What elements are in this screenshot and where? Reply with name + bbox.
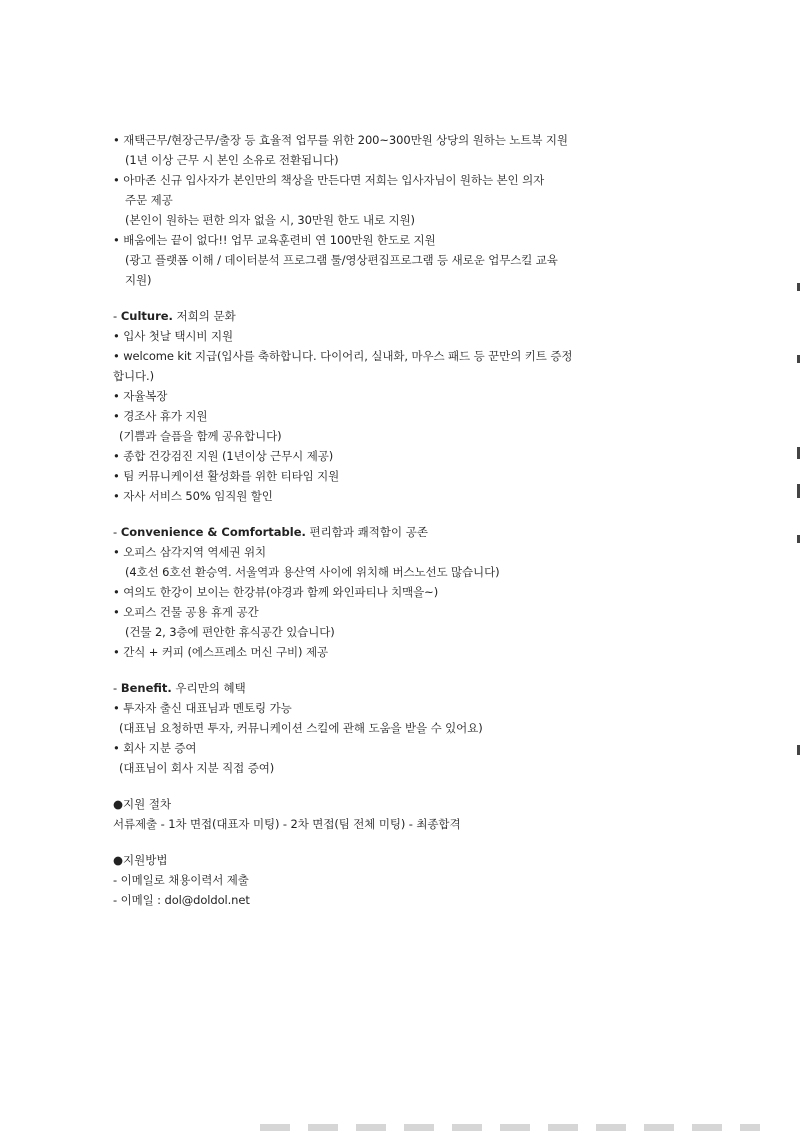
list-item-note: (대표님이 회사 지분 직접 증여) bbox=[119, 761, 275, 775]
list-item: • 자사 서비스 50% 임직원 할인 bbox=[113, 489, 273, 503]
list-item-continuation: 지원) bbox=[125, 273, 152, 287]
list-item: • 입사 첫날 택시비 지원 bbox=[113, 329, 233, 343]
heading-bold: Culture. bbox=[120, 309, 173, 323]
process-steps: 서류제출 - 1차 면접(대표자 미팅) - 2차 면접(팀 전체 미팅) - 최종합격 bbox=[113, 817, 461, 831]
list-item: • 오피스 건물 공용 휴게 공간 bbox=[113, 605, 259, 619]
spacer bbox=[113, 834, 703, 850]
list-item: • 아마존 신규 입사자가 본인만의 책상을 만든다면 저희는 입사자님이 원하는 본인 의자 bbox=[113, 173, 545, 187]
section-heading-method: ●지원방법 bbox=[113, 853, 168, 867]
list-item: • 회사 지분 증여 bbox=[113, 741, 197, 755]
list-item-note: (1년 이상 근무 시 본인 소유로 전환됩니다) bbox=[125, 153, 339, 167]
list-item-note: (본인이 원하는 편한 의자 없을 시, 30만원 한도 내로 지원) bbox=[125, 213, 415, 227]
list-item: • 팀 커뮤니케이션 활성화를 위한 티타임 지원 bbox=[113, 469, 340, 483]
list-item: • 종합 건강검진 지원 (1년이상 근무시 제공) bbox=[113, 449, 334, 463]
spacer bbox=[113, 290, 703, 306]
convenience-section bbox=[113, 522, 703, 662]
list-item-note: (기쁨과 슬픔을 함께 공유합니다) bbox=[119, 429, 282, 443]
list-item: • 배움에는 끝이 없다!! 업무 교육훈련비 연 100만원 한도로 지원 bbox=[113, 233, 436, 247]
spacer bbox=[113, 506, 703, 522]
list-item: • welcome kit 지급(입사를 축하합니다. 다이어리, 실내화, 마우스 패드 등 꾼만의 키트 증정 bbox=[113, 349, 573, 363]
heading-rest: 우리만의 혜택 bbox=[171, 681, 246, 695]
list-item-continuation: 주문 제공 bbox=[125, 193, 173, 207]
process-section bbox=[113, 794, 703, 834]
section-heading-culture bbox=[113, 306, 703, 326]
culture-section bbox=[113, 306, 703, 506]
job-posting-body bbox=[113, 130, 703, 910]
section-heading-convenience bbox=[113, 522, 703, 542]
list-item-note: (건물 2, 3층에 편안한 휴식공간 있습니다) bbox=[125, 625, 335, 639]
list-item: • 오피스 삼각지역 역세권 위치 bbox=[113, 545, 267, 559]
list-item: • 자율복장 bbox=[113, 389, 168, 403]
list-item: • 재택근무/현장근무/출장 등 효율적 업무를 위한 200~300만원 상당의 원하는 노트북 지원 bbox=[113, 133, 568, 147]
list-item: • 간식 + 커피 (에스프레소 머신 구비) 제공 bbox=[113, 645, 329, 659]
list-item: • 여의도 한강이 보이는 한강뷰(야경과 함께 와인파티나 치맥을~) bbox=[113, 585, 439, 599]
method-section bbox=[113, 850, 703, 910]
footer-artifact bbox=[260, 1124, 760, 1131]
heading-rest: 저희의 문화 bbox=[172, 309, 236, 323]
benefits-top-section bbox=[113, 130, 703, 290]
list-item: - 이메일로 채용이력서 제출 bbox=[113, 873, 249, 887]
section-heading-benefit bbox=[113, 678, 703, 698]
heading-bold: Convenience & Comfortable. bbox=[120, 525, 306, 539]
heading-bold: Benefit. bbox=[120, 681, 172, 695]
benefit-section bbox=[113, 678, 703, 778]
spacer bbox=[113, 662, 703, 678]
spacer bbox=[113, 778, 703, 794]
list-item: • 경조사 휴가 지원 bbox=[113, 409, 208, 423]
heading-rest: 편리함과 쾌적함이 공존 bbox=[305, 525, 428, 539]
list-item-note: (대표님 요청하면 투자, 커뮤니케이션 스킬에 관해 도움을 받을 수 있어요) bbox=[119, 721, 483, 735]
heading-prefix: - bbox=[113, 525, 121, 539]
heading-prefix: - bbox=[113, 681, 121, 695]
section-heading-process: ●지원 절차 bbox=[113, 797, 172, 811]
list-item: • 투자자 출신 대표님과 멘토링 가능 bbox=[113, 701, 292, 715]
contact-email: - 이메일 : dol@doldol.net bbox=[113, 893, 250, 907]
list-item-note: (4호선 6호선 환승역. 서울역과 용산역 사이에 위치해 버스노선도 많습니다) bbox=[125, 565, 500, 579]
list-item-note: (광고 플랫폼 이해 / 데이터분석 프로그램 툴/영상편집프로그램 등 새로운 업무스킬 교육 bbox=[125, 253, 558, 267]
list-item-continuation: 합니다.) bbox=[113, 369, 154, 383]
heading-prefix: - bbox=[113, 309, 121, 323]
